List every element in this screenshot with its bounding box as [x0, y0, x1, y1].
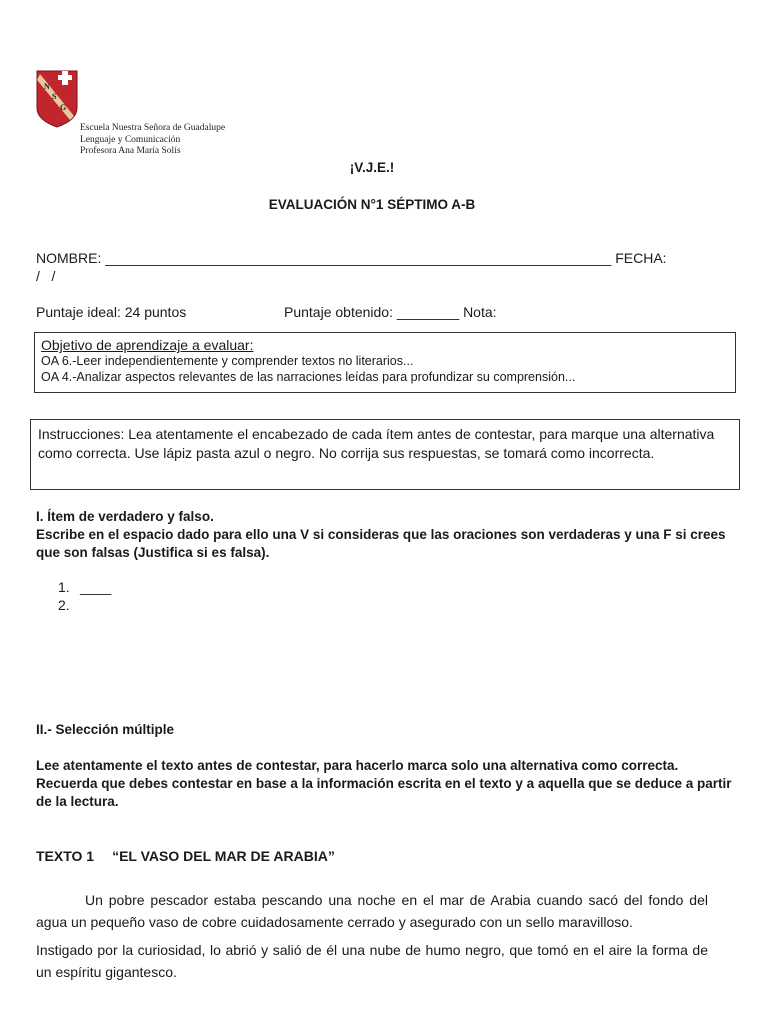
name-field[interactable]: _________________________________________________________________	[105, 250, 612, 266]
objective-item: OA 6.-Leer independientemente y comprender textos no literarios...	[41, 354, 414, 368]
objective-item: OA 4.-Analizar aspectos relevantes de las narraciones leídas para profundizar su comprensión...	[41, 370, 576, 384]
page-title: EVALUACIÓN N°1 SÉPTIMO A-B	[268, 197, 476, 212]
text-1-label: TEXTO 1	[36, 848, 95, 864]
school-logo	[36, 70, 78, 128]
name-line	[36, 249, 736, 267]
date-label: FECHA:	[615, 250, 667, 266]
teacher-name: Profesora Ana María Solís	[80, 146, 181, 156]
school-name: Escuela Nuestra Señora de Guadalupe	[80, 123, 226, 133]
section-2-title: II.- Selección múltiple	[36, 722, 175, 737]
grade-label: Nota:	[463, 304, 497, 320]
true-false-list	[58, 578, 111, 614]
instructions-box	[30, 419, 740, 490]
objectives-box	[34, 332, 736, 393]
text-1-heading	[36, 848, 335, 864]
ideal-score: Puntaje ideal: 24 puntos	[36, 304, 187, 320]
logo-letter-g: G	[60, 103, 67, 112]
objectives-heading: Objetivo de aprendizaje a evaluar:	[41, 337, 254, 353]
text-paragraph: Instigado por la curiosidad, lo abrió y salió de él una nube de humo negro, que tomó en el aire la forma de un espíritu gigantesco.	[36, 942, 708, 980]
section-1-title: I. Ítem de verdadero y falso.	[36, 509, 214, 524]
text-1-title: “EL VASO DEL MAR DE ARABIA”	[112, 848, 335, 864]
section-1-instruction: Escribe en el espacio dado para ello una V si consideras que las oraciones son verdaderas y una F si crees que son falsas (Justifica si es falsa).	[36, 527, 726, 560]
date-field[interactable]: / /	[36, 268, 56, 284]
list-item	[58, 578, 111, 596]
section-2-instruction: Lee atentamente el texto antes de contestar, para hacerlo marca solo una alternativa como correcta. Recuerda que debes contestar en base a la información escrita en el texto y a aquella que se deduce a partir de la lectura.	[36, 758, 732, 809]
name-label: NOMBRE:	[36, 250, 102, 266]
logo-letter-n: N	[44, 82, 50, 91]
obtained-score-line	[284, 303, 497, 321]
list-item	[58, 596, 111, 614]
section-1	[36, 508, 736, 562]
item-number: 2.	[58, 597, 70, 613]
item-number: 1.	[58, 579, 70, 595]
logo-letter-s: S	[52, 92, 57, 101]
motto: ¡V.J.E.!	[349, 160, 395, 175]
text-paragraph: Un pobre pescador estaba pescando una noche en el mar de Arabia cuando sacó del fondo del agua un pequeño vaso de cobre cuidadosamente cerrado y asegurado con un sello maravilloso.	[36, 892, 708, 930]
school-info	[80, 123, 225, 158]
instructions-text: Instrucciones: Lea atentamente el encabezado de cada ítem antes de contestar, para marque una alternativa como correcta. Use lápiz pasta azul o negro. No corrija sus respuestas, se tomará como incorrecta.	[38, 426, 715, 461]
obtained-field[interactable]: ________	[396, 304, 460, 320]
obtained-label: Puntaje obtenido:	[284, 304, 393, 320]
answer-blank[interactable]: ____	[80, 579, 112, 595]
subject-name: Lenguaje y Comunicación	[80, 134, 181, 145]
